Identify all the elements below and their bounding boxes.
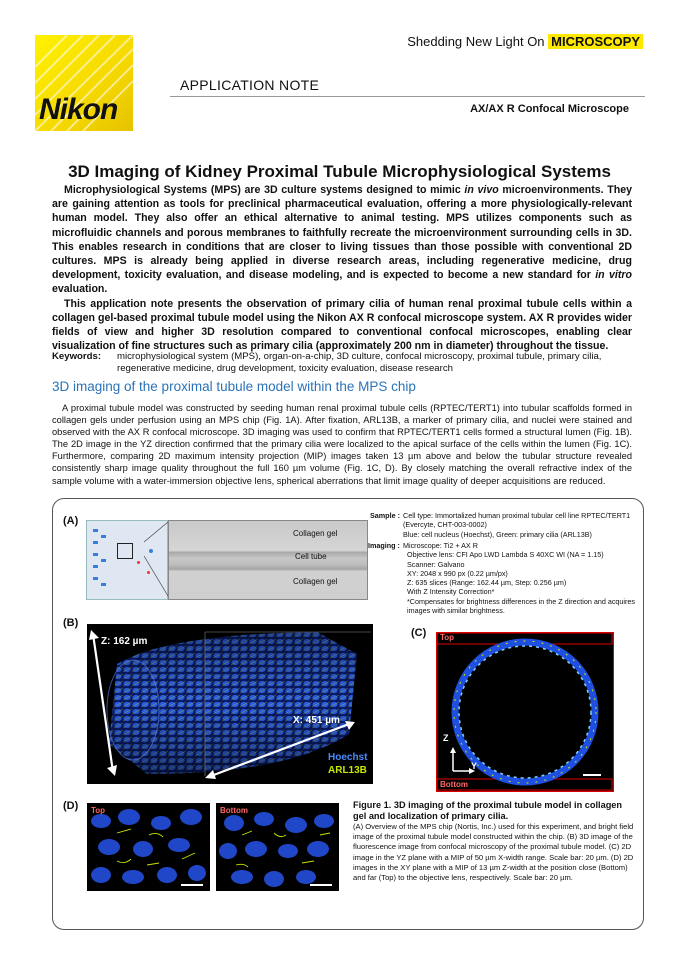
application-note-label: APPLICATION NOTE — [180, 77, 320, 93]
caption-text: (A) Overview of the MPS chip (Nortis, Inc.) used for this experiment, and bright field image of the proximal tubule model constructed within the chip. (B) 3D image of the fluorescence image from confocal microscopy of the proximal tubule model. (C) 2D image in the YZ plane with a MIP of 50 µm X-width range. Scale bar: 20 µm. (D) 2D images in the XY plane with a MIP of 13 µm Z-width at the position close (Bottom) and far (Top) to the objective lens, respectively. Scale bar: 20 µm. — [353, 822, 634, 883]
product-name: AX/AX R Confocal Microscope — [470, 103, 629, 115]
intro-p1-italic: in vivo — [464, 184, 499, 196]
intro-p1-a: Microphysiological Systems (MPS) are 3D culture systems designed to mimic — [64, 184, 465, 196]
xy-top-cells — [87, 803, 210, 891]
keywords-value: microphysiological system (MPS), organ-on-a-chip, 3D culture, confocal microscopy, proximal tubule, primary cilia, regenerative medicine, drug development, toxicity evaluation, disease research — [117, 351, 602, 374]
panel-c-label: (C) — [411, 627, 427, 639]
sample-key: Sample : — [370, 511, 400, 520]
imaging-line: Microscope: Ti2 + AX R — [403, 541, 478, 550]
intro-p1-italic-2: in vitro — [595, 269, 632, 282]
section-heading: 3D imaging of the proximal tubule model within the MPS chip — [52, 379, 416, 394]
imaging-line: With Z Intensity Correction* — [407, 587, 495, 597]
panel-d-label: (D) — [63, 800, 79, 812]
imaging-line: images with similar brightness. — [407, 606, 505, 616]
imaging-line: *Compensates for brightness differences in the Z direction and acquires — [407, 596, 635, 606]
keywords — [52, 351, 642, 375]
yz-z-axis-label: Z — [443, 733, 449, 743]
panel-b-label: (B) — [63, 617, 79, 629]
sample-line: Blue: cell nucleus (Hoechst), Green: primary cilia (ARL13B) — [403, 529, 592, 539]
xy-bottom-image — [216, 803, 339, 891]
caption-title: Figure 1. 3D imaging of the proximal tubule model in collagen gel and localization of primary cilia. — [353, 800, 623, 821]
imaging-line: Z: 635 slices (Range: 162.44 µm, Step: 0.256 µm) — [407, 578, 567, 588]
figure-caption — [353, 800, 635, 883]
3d-volume-image — [87, 624, 373, 784]
xy-bottom-label: Bottom — [220, 806, 248, 815]
logo-wordmark: Nikon — [39, 93, 118, 126]
keywords-label: Keywords: — [52, 351, 102, 362]
zoom-lines — [120, 520, 170, 598]
imaging-line: Objective lens: CFI Apo LWD Lambda S 40XC WI (NA = 1.15) — [407, 550, 604, 560]
yz-y-axis-label: Y — [471, 761, 478, 771]
page-title: 3D Imaging of Kidney Proximal Tubule Microphysiological Systems — [68, 162, 611, 181]
intro-p1-c: evaluation. — [52, 283, 108, 296]
sample-line: Cell type: Immortalized human proximal tubular cell line RPTEC/TERT1 — [403, 511, 631, 520]
section-body — [52, 402, 632, 487]
nikon-logo — [35, 35, 133, 131]
collagen-gel-label-bottom: Collagen gel — [293, 577, 338, 586]
intro-text — [52, 183, 632, 353]
hoechst-legend: Hoechst — [328, 752, 368, 763]
section-paragraph: A proximal tubule model was constructed by seeding human renal proximal tubule cells (RPTEC/TERT1) into tubular scaffolds formed in collagen gels under perfusion using an MPS chip (Fig. 1A). After fixation, ARL13B, a marker of primary cilia, and nuclei were stained and observed with the AX R confocal microscope. 3D imaging was used to confirm that RPTEC/TERT1 cells formed a structural lumen (Fig. 1B). The 2D image in the YZ direction confirmed that the primary cilia were localized to the apical surface of the cells within the lumen (Fig. 1C). Furthermore, comparing 2D maximum intensity projection (MIP) images taken 13 µm above and below the tubular structure revealed consistently sharp image quality throughout the full 160 µm volume (Fig. 1C, D). By closely matching the overall refractive index of the sample volume with a water-immersion objective lens, spherical aberrations that limit image quality of deeper acquisitions are reduced. — [52, 403, 632, 486]
panel-a-label: (A) — [63, 515, 79, 527]
header-divider — [170, 96, 645, 97]
intro-p1-b: microenvironments. They are gaining attention as tools for preclinical pharmaceutical evaluation, offering a more physiologically-relevant human model. They also offer an ethical alternative to animal testing. MPS utilizes components such as microfluidic channels and porous membranes to faithfully recreate the microenvironment surrounding cells in 3D. This enables research in conditions that are closer to living tissues than those possible with conventional 2D cultures. MPS is already being applied in diverse research areas, including regenerative medicine, drug development, toxicity evaluation, and disease modeling, and is expected to become a new standard for — [52, 184, 632, 282]
imaging-lines — [403, 541, 641, 615]
xy-top-image — [87, 803, 210, 891]
intro-paragraph-2: This application note presents the observation of primary cilia of human renal proximal tubule cells within a collagen gel-based proximal tubule model using the Nikon AX R confocal microscope system. AX R provides wider fields of view and higher 3D resolution compared to conventional confocal microscopes, enabling clear visualization of fine structures such as primary cilia (approximately 200 nm in diameter) throughout the tissue. — [52, 297, 632, 353]
tagline-prefix: Shedding New Light On — [407, 34, 549, 49]
x-dimension-label: X: 451 µm — [293, 715, 340, 726]
tagline-highlight: MICROSCOPY — [548, 34, 643, 49]
imaging-key: Imaging : — [368, 541, 400, 550]
brightfield-image — [168, 520, 368, 600]
yz-top-label: Top — [440, 633, 455, 642]
yz-bottom-label: Bottom — [440, 780, 468, 789]
arl13b-legend: ARL13B — [328, 765, 367, 776]
cell-tube-label: Cell tube — [295, 552, 327, 561]
xy-top-label: Top — [91, 806, 106, 815]
yz-plane-image — [436, 632, 614, 792]
imaging-line: XY: 2048 x 990 px (0.22 µm/px) — [407, 568, 508, 578]
yz-ring — [437, 633, 613, 791]
xy-bottom-cells — [216, 803, 339, 891]
z-dimension-label: Z: 162 µm — [101, 636, 148, 647]
sample-lines — [403, 511, 641, 539]
intro-paragraph-1 — [52, 183, 632, 297]
tagline — [407, 34, 643, 49]
collagen-gel-label-top: Collagen gel — [293, 529, 338, 538]
imaging-line: Scanner: Galvano — [407, 559, 465, 569]
sample-line: (Evercyte, CHT-003-0002) — [403, 520, 487, 530]
